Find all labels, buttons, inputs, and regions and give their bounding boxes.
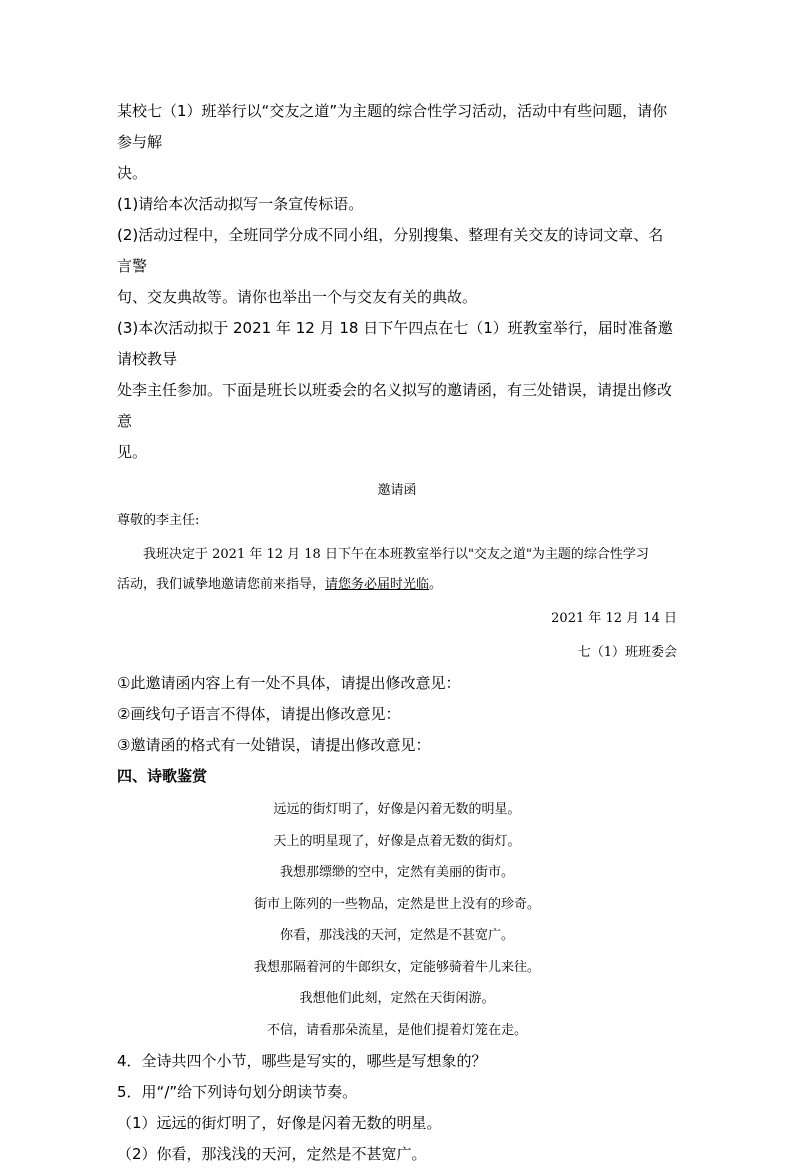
poem-line: 不信，请看那朵流星，是他们提着灯笼在走。 bbox=[266, 1022, 527, 1038]
question-4: 4．全诗共四个小节，哪些是写实的，哪些是写想象的？ bbox=[117, 1052, 487, 1070]
question-2-line-2: 句、交友典故等。请你也举出一个与交友有关的典故。 bbox=[117, 288, 478, 306]
question-5-item-1: （1）远远的街灯明了，好像是闪着无数的明星。 bbox=[117, 1114, 442, 1132]
question-1: (1)请给本次活动拟写一条宣传标语。 bbox=[117, 195, 364, 213]
document-page bbox=[117, 96, 677, 1170]
question-2-line-1: (2)活动过程中，全班同学分成不同小组，分别搜集、整理有关交友的诗词文章、名言警 bbox=[117, 226, 664, 275]
invitation-body-plain: 活动，我们诚挚地邀请您前来指导， bbox=[117, 577, 326, 592]
intro-line-1: 某校七（1）班举行以“交友之道”为主题的综合性学习活动，活动中有些问题，请你参与解 bbox=[117, 102, 668, 151]
invitation-body-end: 。 bbox=[429, 577, 443, 592]
sub-question-1: ①此邀请函内容上有一处不具体，请提出修改意见： bbox=[117, 674, 461, 692]
question-5: 5．用“/”给下列诗句划分朗读节奏。 bbox=[117, 1083, 358, 1101]
invitation-salutation: 尊敬的李主任: bbox=[117, 513, 200, 528]
poem-line: 天上的明星现了，好像是点着无数的街灯。 bbox=[273, 833, 521, 849]
question-5-item-2: （2）你看，那浅浅的天河，定然是不甚宽广。 bbox=[117, 1145, 427, 1163]
invitation-date: 2021 年 12 月 14 日 bbox=[551, 611, 677, 626]
poem-line: 我想他们此刻，定然在天街闲游。 bbox=[299, 991, 495, 1006]
poem-line: 街市上陈列的一些物品，定然是世上没有的珍奇。 bbox=[253, 896, 540, 912]
invitation-body-line-2 bbox=[117, 570, 677, 600]
poem-line: 远远的街灯明了，好像是闪着无数的明星。 bbox=[273, 802, 521, 817]
invitation-underlined-sentence: 请您务必届时光临 bbox=[325, 577, 430, 592]
poem-line: 我想那隔着河的牛郎织女，定能够骑着牛儿来往。 bbox=[253, 959, 540, 975]
sub-question-3: ③邀请函的格式有一处错误，请提出修改意见： bbox=[117, 736, 431, 754]
question-3-line-2: 处李主任参加。下面是班长以班委会的名义拟写的邀请函，有三处错误，请提出修改意 bbox=[117, 381, 673, 430]
sub-question-2: ②画线句子语言不得体，请提出修改意见： bbox=[117, 705, 401, 723]
section-4-heading: 四、诗歌鉴赏 bbox=[117, 767, 208, 785]
poem-line: 我想那缥缈的空中，定然有美丽的街市。 bbox=[279, 865, 514, 880]
invitation-body-line-1: 我班决定于 2021 年 12 月 18 日下午在本班教室举行以"交友之道"为主题的综合性学习 bbox=[143, 547, 649, 562]
question-3-line-3: 见。 bbox=[117, 443, 148, 461]
poem bbox=[117, 794, 677, 1046]
invitation-title: 邀请函 bbox=[377, 483, 417, 498]
poem-line: 你看，那浅浅的天河，定然是不甚宽广。 bbox=[279, 928, 514, 943]
invitation-signature: 七（1）班班委会 bbox=[577, 645, 677, 660]
question-3-line-1: (3)本次活动拟于 2021 年 12 月 18 日下午四点在七（1）班教室举行，届时准备邀请校教导 bbox=[117, 319, 673, 368]
intro-line-2: 决。 bbox=[117, 164, 148, 182]
